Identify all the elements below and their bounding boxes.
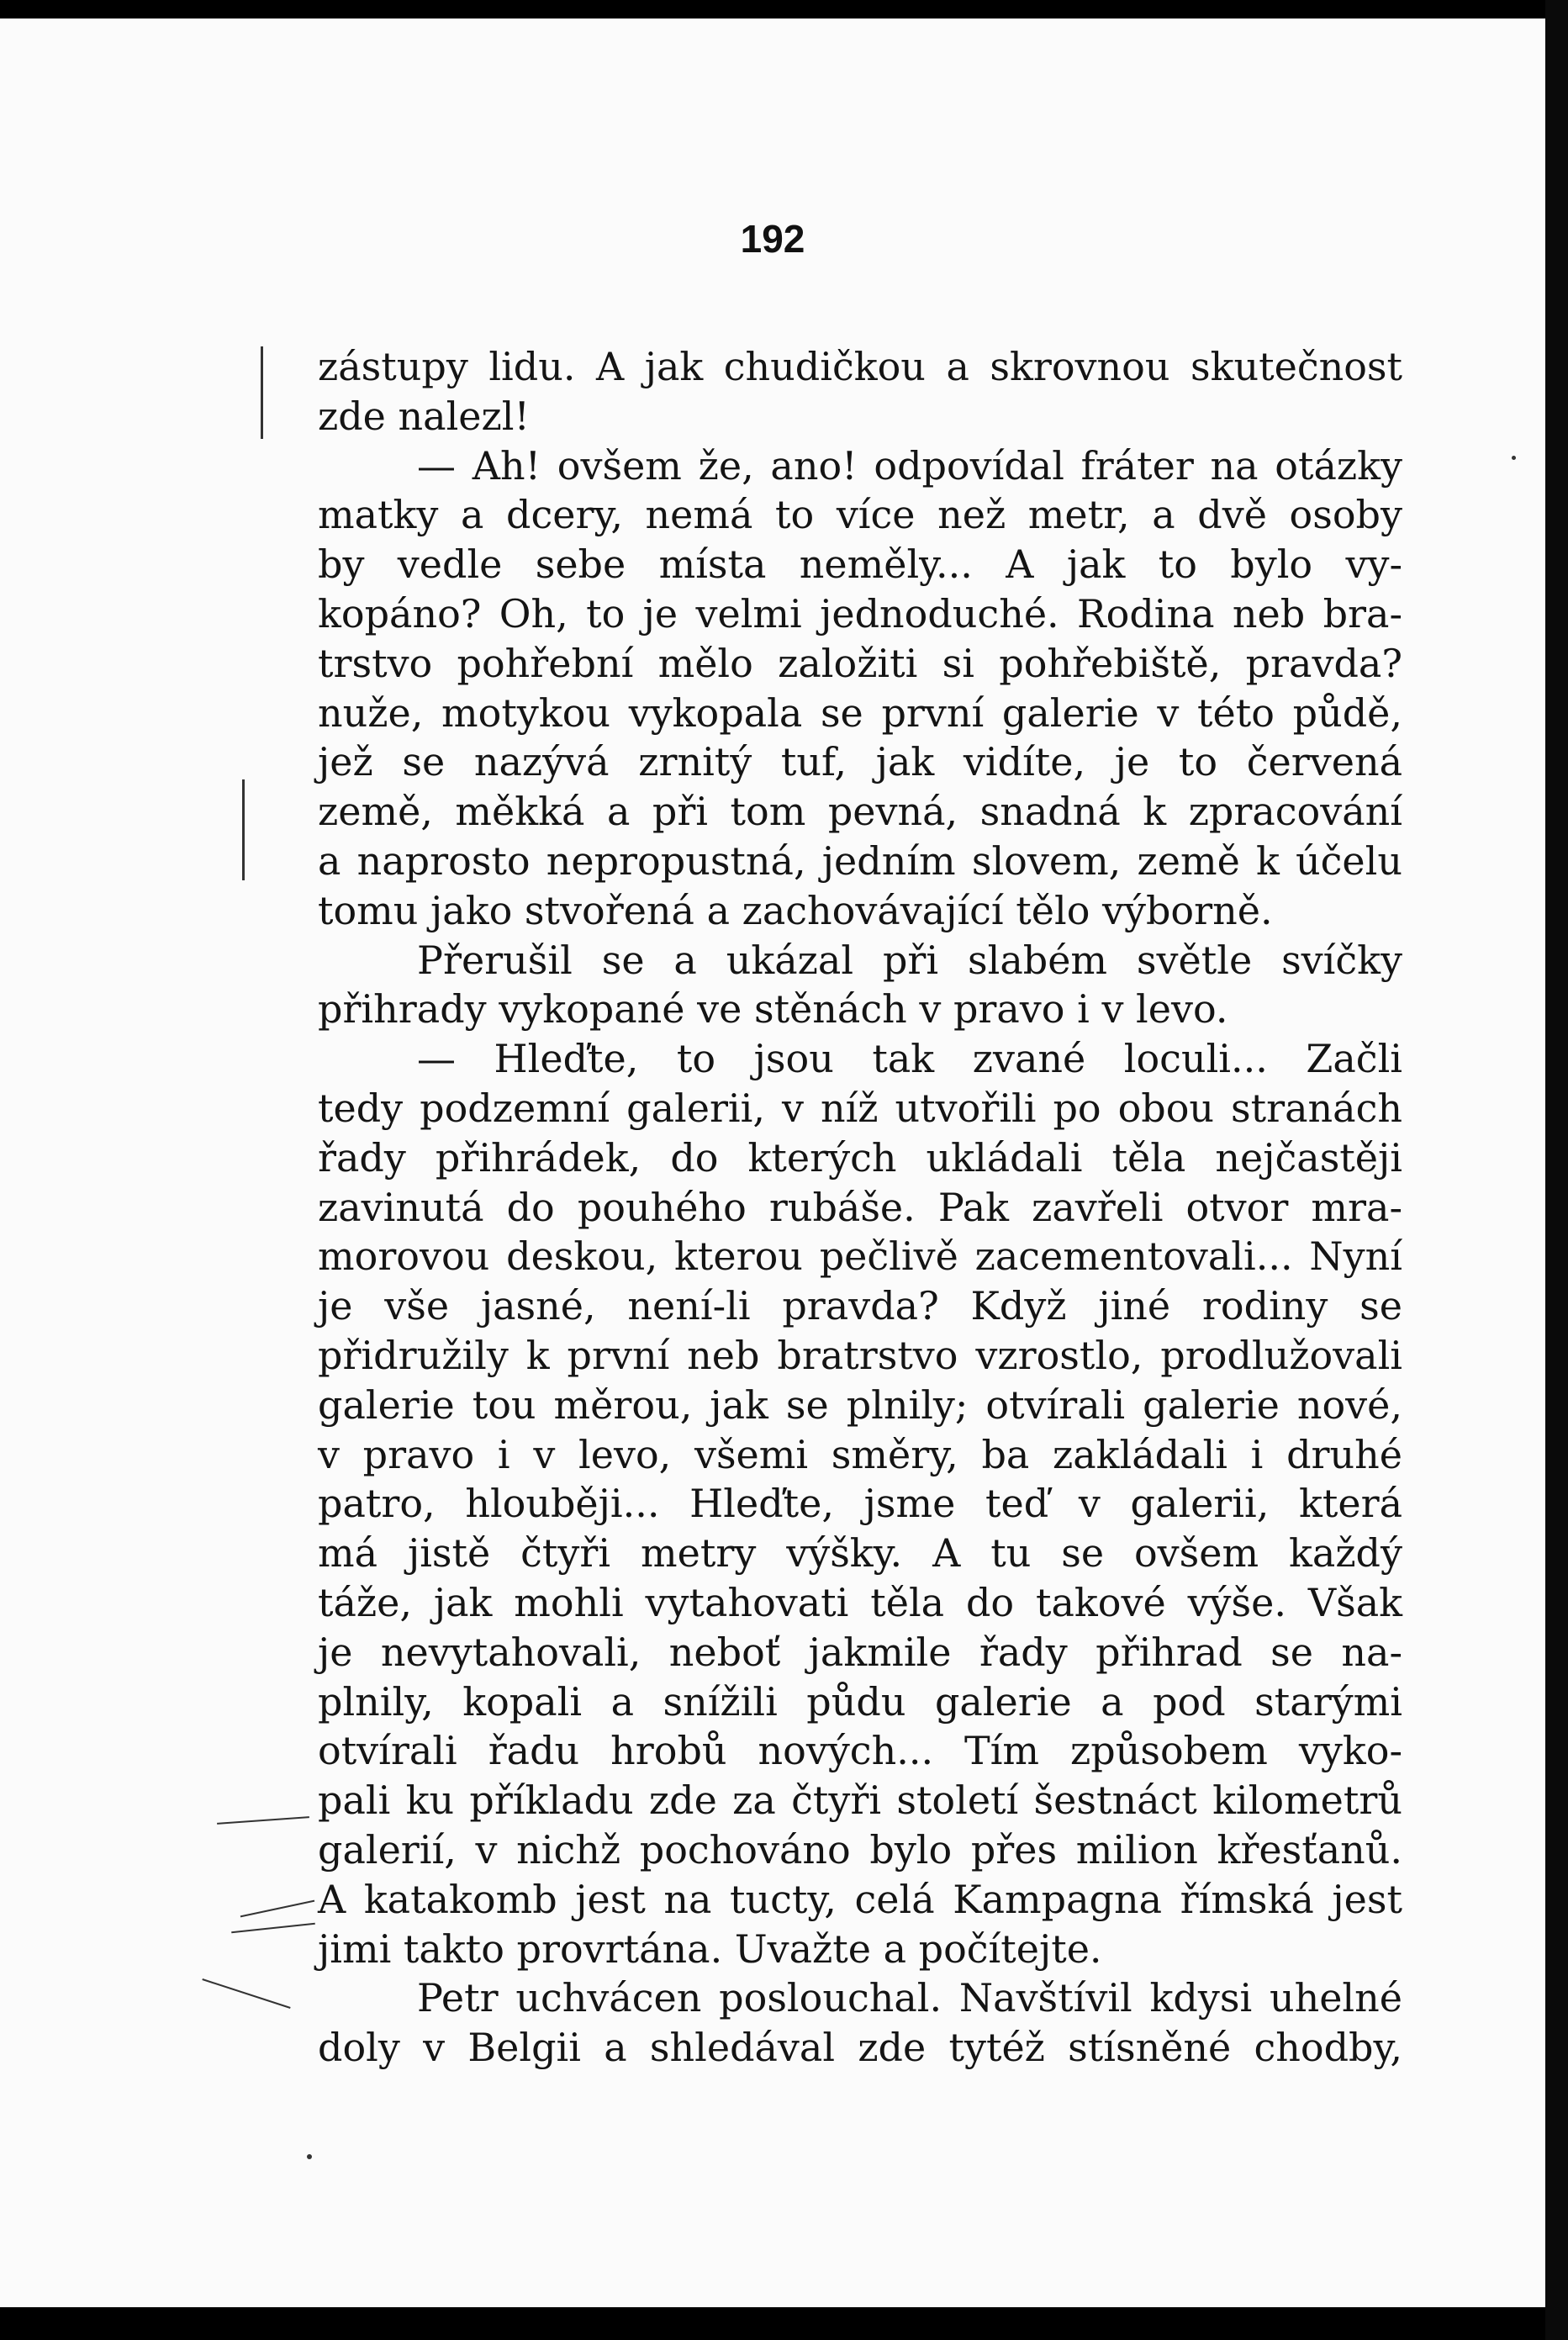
text-line: země, měkká a při tom pevná, snadná k zpracování <box>318 789 1402 835</box>
text-line: — Hleďte, to jsou tak zvané loculi... Začli <box>417 1036 1402 1082</box>
text-line: je vše jasné, není-li pravda? Když jiné rodiny se <box>318 1283 1402 1329</box>
text-line: přihrady vykopané ve stěnách v pravo i v levo. <box>318 986 1228 1033</box>
scan-border <box>1545 0 1568 2340</box>
text-line: táže, jak mohli vytahovati těla do takové výše. Však <box>318 1579 1402 1625</box>
text-line: galerie tou měrou, jak se plnily; otvírali galerie nové, <box>318 1381 1402 1428</box>
text-line: kopáno? Oh, to je velmi jednoduché. Rodina neb bra- <box>318 590 1402 637</box>
text-line: zavinutá do pouhého rubáše. Pak zavřeli otvor mra- <box>318 1184 1402 1230</box>
page-number: 192 <box>740 217 805 261</box>
text-line: zástupy lidu. A jak chudičkou a skrovnou skutečnost <box>318 344 1402 389</box>
text-line: otvírali řadu hrobů nových... Tím způsobem vyko- <box>318 1728 1402 1774</box>
text-line: řady přihrádek, do kterých ukládali těla nejčastěji <box>318 1134 1402 1181</box>
text-line: má jistě čtyři metry výšky. A tu se ovšem každý <box>318 1530 1402 1577</box>
margin-pencil-mark <box>202 1978 290 2009</box>
text-line: — Ah! ovšem že, ano! odpovídal fráter na otázky <box>417 442 1402 489</box>
margin-pencil-mark <box>261 346 263 439</box>
text-line: Petr uchvácen poslouchal. Navštívil kdysi uhelné <box>417 1975 1402 2021</box>
text-line: galerií, v nichž pochováno bylo přes milion křesťanů. <box>318 1826 1402 1873</box>
margin-pencil-mark <box>217 1816 309 1825</box>
text-line: zde nalezl! <box>318 393 530 439</box>
body-text <box>318 342 1402 2073</box>
text-line: je nevytahovali, neboť jakmile řady přihrad se na- <box>318 1629 1402 1675</box>
text-line: trstvo pohřební mělo založiti si pohřebiště, pravda? <box>318 640 1402 686</box>
page-dot <box>307 2154 312 2159</box>
text-line: jimi takto provrtána. Uvažte a počítejte. <box>318 1925 1102 1972</box>
text-line: by vedle sebe místa neměly... A jak to bylo vy- <box>318 541 1402 588</box>
text-line: matky a dcery, nemá to více než metr, a dvě osoby <box>318 492 1402 538</box>
text-line: morovou deskou, kterou pečlivě zacementovali... Nyní <box>318 1233 1402 1280</box>
text-line: patro, hlouběji... Hleďte, jsme teď v galerii, která <box>318 1481 1402 1527</box>
margin-pencil-mark <box>231 1923 315 1933</box>
text-line: A katakomb jest na tucty, celá Kampagna římská jest <box>318 1876 1402 1922</box>
text-line: přidružily k první neb bratrstvo vzrostlo, prodlužovali <box>318 1332 1402 1378</box>
page-dot <box>1512 456 1516 460</box>
text-line: jež se nazývá zrnitý tuf, jak vidíte, je to červená <box>318 739 1402 785</box>
margin-pencil-mark <box>240 1900 314 1918</box>
text-line: plnily, kopali a snížili půdu galerie a pod starými <box>318 1678 1402 1725</box>
text-line: doly v Belgii a shledával zde tytéž stísněné chodby, <box>318 2025 1402 2071</box>
text-line: Přerušil se a ukázal při slabém světle svíčky <box>417 937 1402 983</box>
text-line: a naprosto nepropustná, jedním slovem, země k účelu <box>318 837 1402 884</box>
text-line: v pravo i v levo, všemi směry, ba zakládali i druhé <box>318 1431 1402 1477</box>
text-line: tomu jako stvořená a zachovávající tělo výborně. <box>318 887 1273 933</box>
text-line: tedy podzemní galerii, v níž utvořili po obou stranách <box>318 1085 1402 1131</box>
text-line: nuže, motykou vykopala se první galerie v této půdě, <box>318 689 1402 736</box>
text-line: pali ku příkladu zde za čtyři století šestnáct kilometrů <box>318 1777 1402 1824</box>
book-page <box>0 18 1545 2307</box>
margin-pencil-mark <box>242 779 245 880</box>
